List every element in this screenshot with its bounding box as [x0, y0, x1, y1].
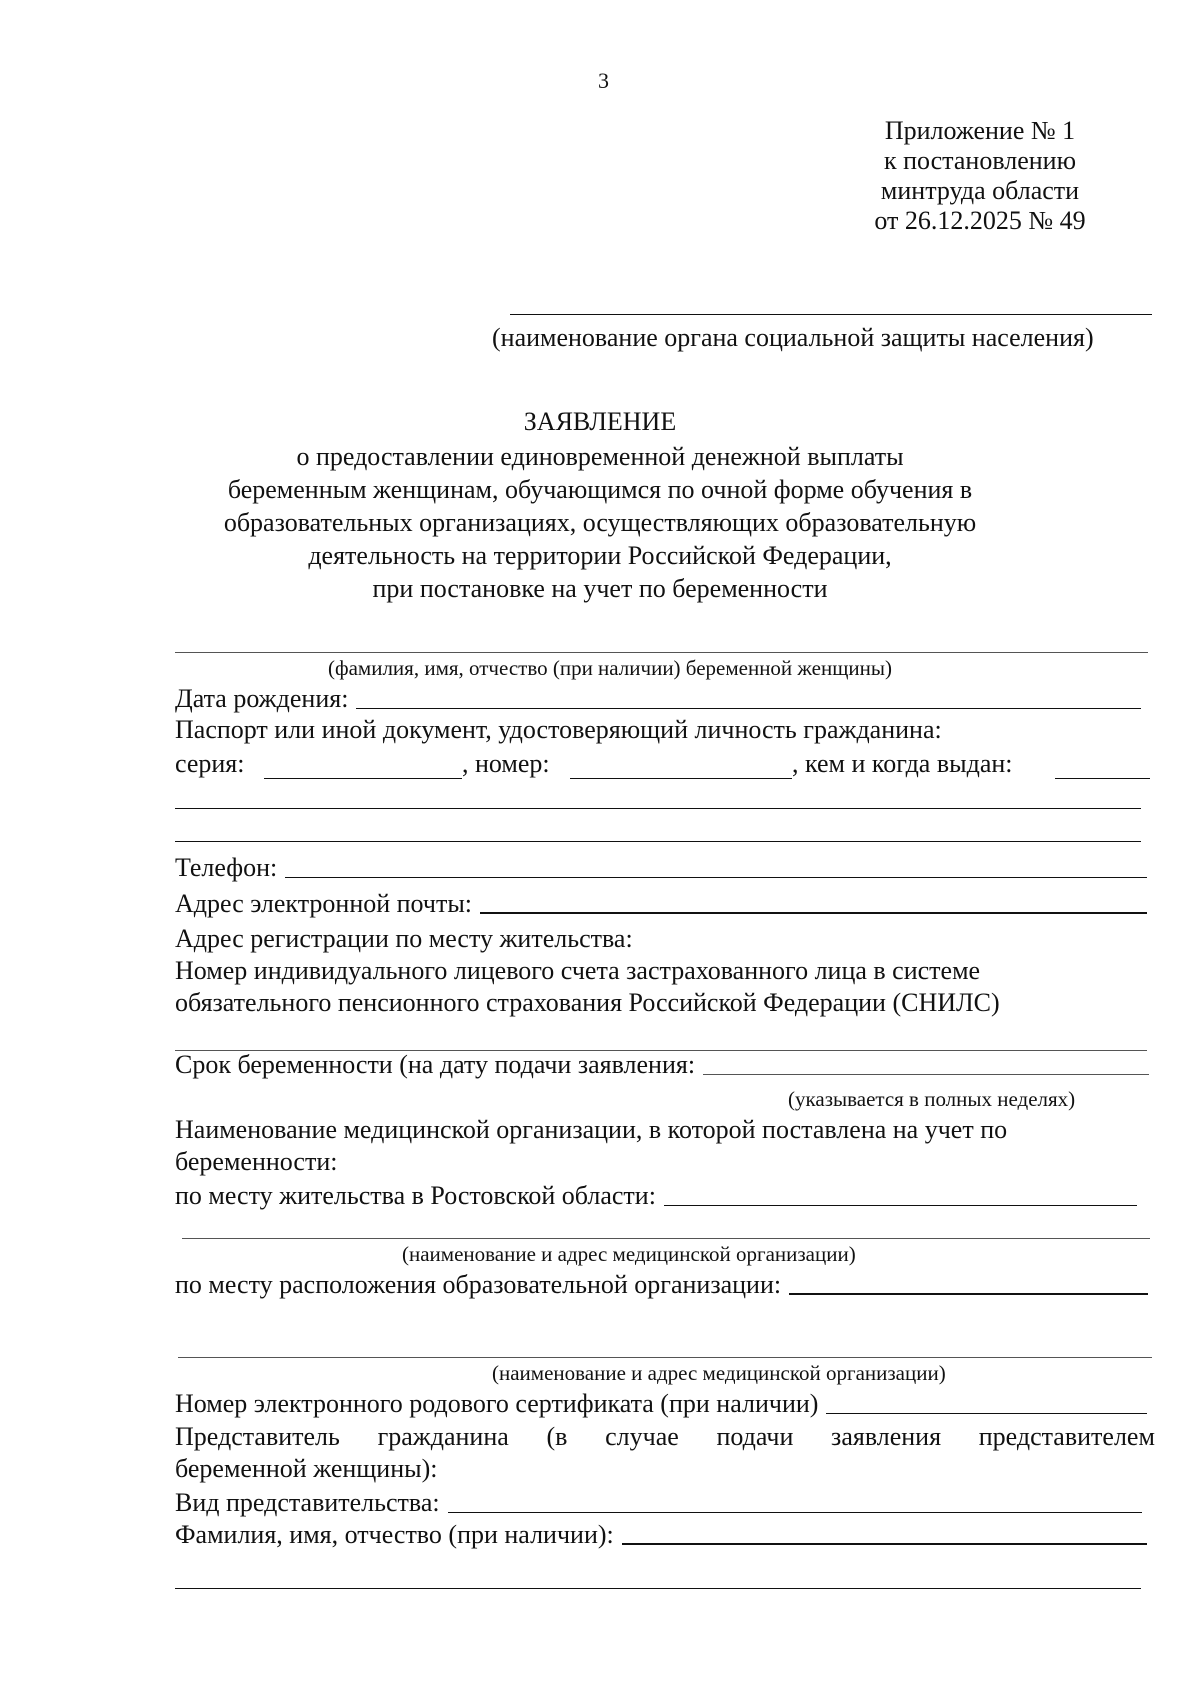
- title-line: образовательных организациях, осуществляющих образовательную: [223, 508, 977, 537]
- passport-row: [175, 749, 1150, 781]
- rep-word: представителем: [978, 1422, 1155, 1451]
- residence-rostov-label: по месту жительства в Ростовской области:: [175, 1181, 656, 1210]
- issued-field[interactable]: [1055, 778, 1150, 779]
- certificate-field[interactable]: [826, 1413, 1147, 1414]
- rep-word: (в: [546, 1422, 568, 1451]
- issued-continuation-field[interactable]: [175, 808, 1141, 809]
- title-line: о предоставлении единовременной денежной выплаты: [296, 442, 904, 471]
- fio-field[interactable]: [175, 652, 1148, 653]
- appendix-block: [835, 116, 1125, 236]
- authority-name-field[interactable]: [510, 314, 1152, 315]
- rep-word: подачи: [716, 1422, 794, 1451]
- rep-word: случае: [605, 1422, 679, 1451]
- residence-med-org-field[interactable]: [664, 1205, 1137, 1206]
- residence-rostov-row: [175, 1181, 1137, 1211]
- appendix-line: от 26.12.2025 № 49: [874, 206, 1086, 235]
- pregnancy-term-label: Срок беременности (на дату подачи заявления:: [175, 1050, 696, 1079]
- title-line: беременным женщинам, обучающимся по очной форме обучения в: [227, 475, 973, 504]
- phone-row: [175, 853, 1147, 883]
- term-caption: (указывается в полных неделях): [788, 1087, 1076, 1111]
- snils-label-line2: обязательного пенсионного страхования Российской Федерации (СНИЛС): [175, 988, 1000, 1017]
- edu-location-label: по месту расположения образовательной организации:: [175, 1270, 782, 1299]
- edu-med-org-field[interactable]: [789, 1293, 1148, 1295]
- title-line: деятельность на территории Российской Федерации,: [308, 541, 892, 570]
- birth-date-label: Дата рождения:: [175, 684, 349, 713]
- passport-label: Паспорт или иной документ, удостоверяющий личность гражданина:: [175, 715, 942, 744]
- pregnancy-term-row: [175, 1050, 1149, 1080]
- rep-type-row: [175, 1488, 1142, 1518]
- representative-label-line1: [175, 1422, 1155, 1452]
- series-label: серия:: [175, 749, 245, 778]
- title-main: ЗАЯВЛЕНИЕ: [523, 407, 677, 436]
- issued-continuation-field[interactable]: [175, 841, 1141, 842]
- issued-label: , кем и когда выдан:: [792, 749, 1013, 778]
- birth-date-row: [175, 684, 1141, 714]
- email-label: Адрес электронной почты:: [175, 889, 473, 918]
- pregnancy-term-field[interactable]: [703, 1074, 1149, 1075]
- number-label: , номер:: [462, 749, 550, 778]
- med-caption-1: (наименование и адрес медицинской организации): [402, 1242, 856, 1266]
- representative-label-line2: беременной женщины):: [175, 1454, 438, 1483]
- certificate-row: [175, 1389, 1147, 1419]
- appendix-line: Приложение № 1: [884, 116, 1076, 145]
- series-field[interactable]: [264, 778, 462, 779]
- email-field[interactable]: [480, 912, 1147, 914]
- email-row: [175, 889, 1147, 919]
- document-title: [200, 405, 1000, 605]
- fio-caption: (фамилия, имя, отчество (при наличии) беременной женщины): [328, 656, 892, 680]
- med-caption-2: (наименование и адрес медицинской организации): [492, 1361, 946, 1385]
- rep-fio-row: [175, 1520, 1147, 1550]
- phone-label: Телефон:: [175, 853, 278, 882]
- birth-date-field[interactable]: [356, 708, 1141, 709]
- rep-fio-label: Фамилия, имя, отчество (при наличии):: [175, 1520, 614, 1549]
- rep-word: гражданина: [377, 1422, 509, 1451]
- rep-fio-continuation-field[interactable]: [175, 1588, 1141, 1589]
- residence-med-org-continuation-field[interactable]: [182, 1238, 1150, 1239]
- rep-type-label: Вид представительства:: [175, 1488, 440, 1517]
- reg-address-label: Адрес регистрации по месту жительства:: [175, 924, 633, 953]
- med-org-label-line1: Наименование медицинской организации, в которой поставлена на учет по: [175, 1115, 1008, 1144]
- edu-location-row: [175, 1270, 1148, 1300]
- rep-type-field[interactable]: [448, 1512, 1142, 1513]
- phone-field[interactable]: [285, 877, 1147, 878]
- snils-label-line1: Номер индивидуального лицевого счета застрахованного лица в системе: [175, 956, 981, 985]
- certificate-label: Номер электронного родового сертификата (при наличии): [175, 1389, 819, 1418]
- appendix-line: к постановлению: [883, 146, 1077, 175]
- authority-caption: (наименование органа социальной защиты населения): [492, 323, 1094, 352]
- rep-word: заявления: [831, 1422, 942, 1451]
- edu-med-org-continuation-field[interactable]: [178, 1357, 1152, 1358]
- med-org-label-line2: беременности:: [175, 1147, 338, 1176]
- rep-fio-field[interactable]: [622, 1543, 1147, 1545]
- page-number: 3: [598, 68, 609, 93]
- appendix-line: минтруда области: [880, 176, 1080, 205]
- rep-word: Представитель: [175, 1422, 340, 1451]
- number-field[interactable]: [570, 778, 792, 779]
- title-line: при постановке на учет по беременности: [372, 574, 828, 603]
